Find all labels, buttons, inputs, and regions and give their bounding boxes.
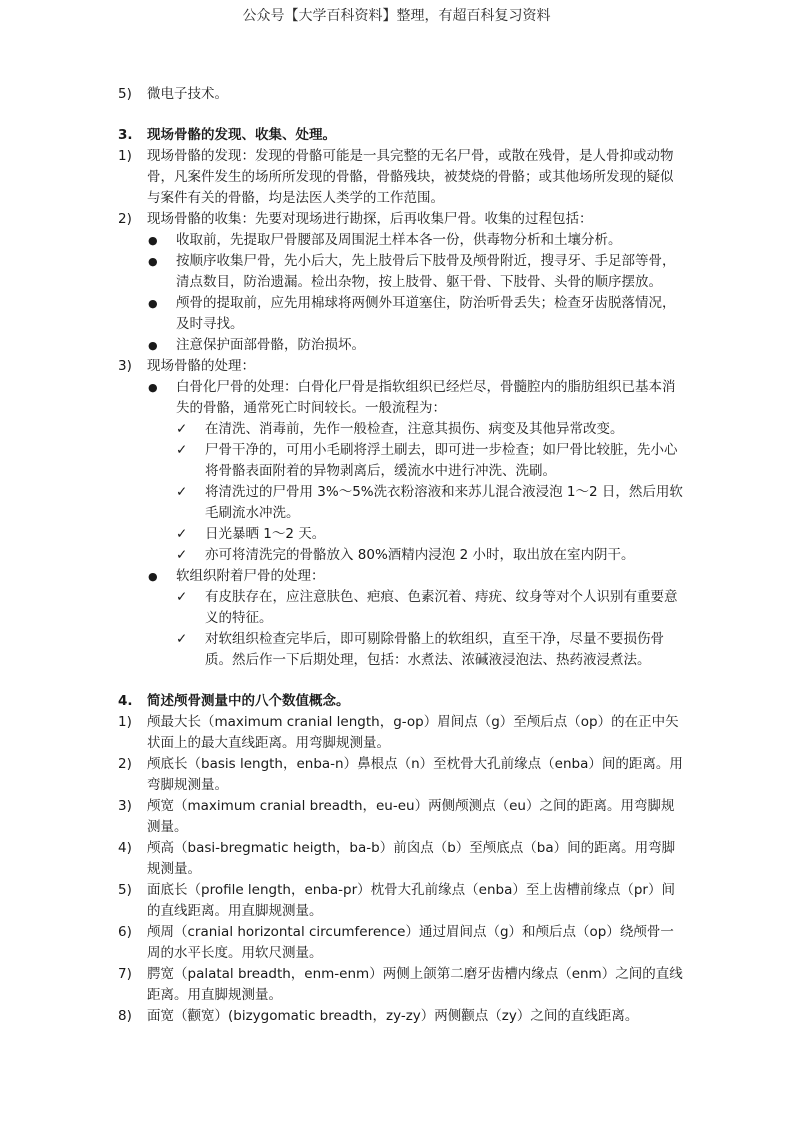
bullet-icon: ●	[148, 339, 158, 352]
list-item	[118, 964, 683, 1006]
check-text: 尸骨干净的，可用小毛刷将浮土刷去，即可进一步检查；如尸骨比较脏，先小心将骨骼表面附着的异物剥离后，缓流水中进行冲洗、洗刷。	[205, 442, 678, 479]
item-text: 颅宽（maximum cranial breadth，eu-eu）两侧颅测点（eu）之间的距离。用弯脚规测量。	[147, 798, 675, 835]
item-number: 5)	[118, 86, 132, 102]
check-text: 将清洗过的尸骨用 3%～5%洗衣粉溶液和来苏儿混合液浸泡 1～2 日，然后用软毛刷流水冲洗。	[205, 484, 683, 521]
item-number: 5)	[118, 882, 132, 898]
bullet-item	[118, 566, 683, 587]
check-item	[118, 587, 683, 629]
check-icon: ✓	[176, 526, 188, 542]
check-text: 亦可将清洗完的骨骼放入 80%酒精内浸泡 2 小时，取出放在室内阴干。	[205, 547, 635, 563]
item-number: 4)	[118, 840, 132, 856]
item-text: 颅最大长（maximum cranial length，g-op）眉间点（g）至颅后点（op）的在正中矢状面上的最大直线距离。用弯脚规测量。	[147, 714, 679, 751]
list-item	[118, 880, 683, 922]
bullet-item	[118, 293, 683, 335]
list-item	[118, 146, 683, 209]
document-body	[118, 84, 683, 1027]
item-text: 面底长（profile length，enba-pr）枕骨大孔前缘点（enba）至上齿槽前缘点（pr）间的直线距离。用直脚规测量。	[147, 882, 675, 919]
item-text: 面宽（颧宽）(bizygomatic breadth，zy-zy）两侧颧点（zy）之间的直线距离。	[147, 1008, 639, 1024]
bullet-text: 注意保护面部骨骼，防治损坏。	[176, 337, 365, 353]
bullet-item	[118, 251, 683, 293]
item-number: 7)	[118, 966, 132, 982]
section-number: 4.	[118, 693, 133, 709]
check-text: 在清洗、消毒前，先作一般检查，注意其损伤、病变及其他异常改变。	[205, 421, 624, 437]
list-item	[118, 209, 683, 230]
section-title: 简述颅骨测量中的八个数值概念。	[147, 693, 350, 709]
item-text: 颅周（cranial horizontal circumference）通过眉间点（g）和颅后点（op）绕颅骨一周的水平长度。用软尺测量。	[147, 924, 674, 961]
item-number: 6)	[118, 924, 132, 940]
list-item	[118, 1006, 683, 1027]
bullet-text: 白骨化尸骨的处理：白骨化尸骨是指软组织已经烂尽，骨髓腔内的脂肪组织已基本消失的骨骼，通常死亡时间较长。一般流程为：	[176, 379, 676, 416]
item-number: 3)	[118, 358, 132, 374]
check-icon: ✓	[176, 589, 188, 605]
bullet-icon: ●	[148, 255, 158, 268]
bullet-item	[118, 335, 683, 356]
bullet-text: 按顺序收集尸骨，先小后大，先上肢骨后下肢骨及颅骨附近，搜寻牙、手足部等骨，清点数目，防治遗漏。检出杂物，按上肢骨、躯干骨、下肢骨、头骨的顺序摆放。	[176, 253, 676, 290]
check-icon: ✓	[176, 484, 188, 500]
section-title: 现场骨骼的发现、收集、处理。	[147, 127, 336, 143]
bullet-icon: ●	[148, 234, 158, 247]
check-icon: ✓	[176, 442, 188, 458]
bullet-item	[118, 230, 683, 251]
item-number: 1)	[118, 714, 132, 730]
bullet-text: 软组织附着尸骨的处理：	[176, 568, 325, 584]
list-item	[118, 754, 683, 796]
item-number: 2)	[118, 756, 132, 772]
check-text: 有皮肤存在，应注意肤色、疤痕、色素沉着、痔疣、纹身等对个人识别有重要意义的特征。	[205, 589, 678, 626]
item-text: 颅高（basi-bregmatic heigth，ba-b）前囟点（b）至颅底点（ba）间的距离。用弯脚规测量。	[147, 840, 676, 877]
section-number: 3.	[118, 127, 133, 143]
bullet-item	[118, 377, 683, 419]
list-item	[118, 838, 683, 880]
check-item	[118, 545, 683, 566]
list-item	[118, 84, 683, 105]
item-number: 8)	[118, 1008, 132, 1024]
item-text: 颅底长（basis length，enba-n）鼻根点（n）至枕骨大孔前缘点（enba）间的距离。用弯脚规测量。	[147, 756, 683, 793]
check-item	[118, 524, 683, 545]
section-4-heading	[118, 691, 683, 712]
check-icon: ✓	[176, 547, 188, 563]
list-item	[118, 922, 683, 964]
item-text: 腭宽（palatal breadth，enm-enm）两侧上颌第二磨牙齿槽内缘点（enm）之间的直线距离。用直脚规测量。	[147, 966, 683, 1003]
check-item	[118, 482, 683, 524]
item-text: 现场骨骼的发现：发现的骨骼可能是一具完整的无名尸骨，或散在残骨，是人骨抑或动物骨，凡案件发生的场所所发现的骨骼，骨骼残块，被焚烧的骨骼；或其他场所发现的疑似与案件有关的骨骼，均是法医人类学的工作范围。	[147, 148, 674, 206]
bullet-icon: ●	[148, 381, 158, 394]
page-header: 公众号【大学百科资料】整理，有超百科复习资料	[242, 8, 551, 24]
bullet-text: 颅骨的提取前，应先用棉球将两侧外耳道塞住，防治听骨丢失；检查牙齿脱落情况，及时寻找。	[176, 295, 676, 332]
item-text: 现场骨骼的收集：先要对现场进行勘探，后再收集尸骨。收集的过程包括：	[147, 211, 593, 227]
item-number: 2)	[118, 211, 132, 227]
check-item	[118, 440, 683, 482]
list-item	[118, 712, 683, 754]
check-icon: ✓	[176, 421, 188, 437]
bullet-icon: ●	[148, 297, 158, 310]
check-text: 对软组织检查完毕后，即可剔除骨骼上的软组织，直至干净，尽量不要损伤骨质。然后作一下后期处理，包括：水煮法、浓碱液浸泡法、热药液浸煮法。	[205, 631, 664, 668]
item-text: 现场骨骼的处理：	[147, 358, 255, 374]
check-icon: ✓	[176, 631, 188, 647]
item-number: 1)	[118, 148, 132, 164]
bullet-icon: ●	[148, 570, 158, 583]
check-text: 日光暴晒 1～2 天。	[205, 526, 326, 542]
item-text: 微电子技术。	[147, 86, 228, 102]
check-item	[118, 629, 683, 671]
list-item	[118, 356, 683, 377]
item-number: 3)	[118, 798, 132, 814]
bullet-text: 收取前，先提取尸骨腰部及周围泥土样本各一份，供毒物分析和土壤分析。	[176, 232, 622, 248]
check-item	[118, 419, 683, 440]
list-item	[118, 796, 683, 838]
section-3-heading	[118, 125, 683, 146]
